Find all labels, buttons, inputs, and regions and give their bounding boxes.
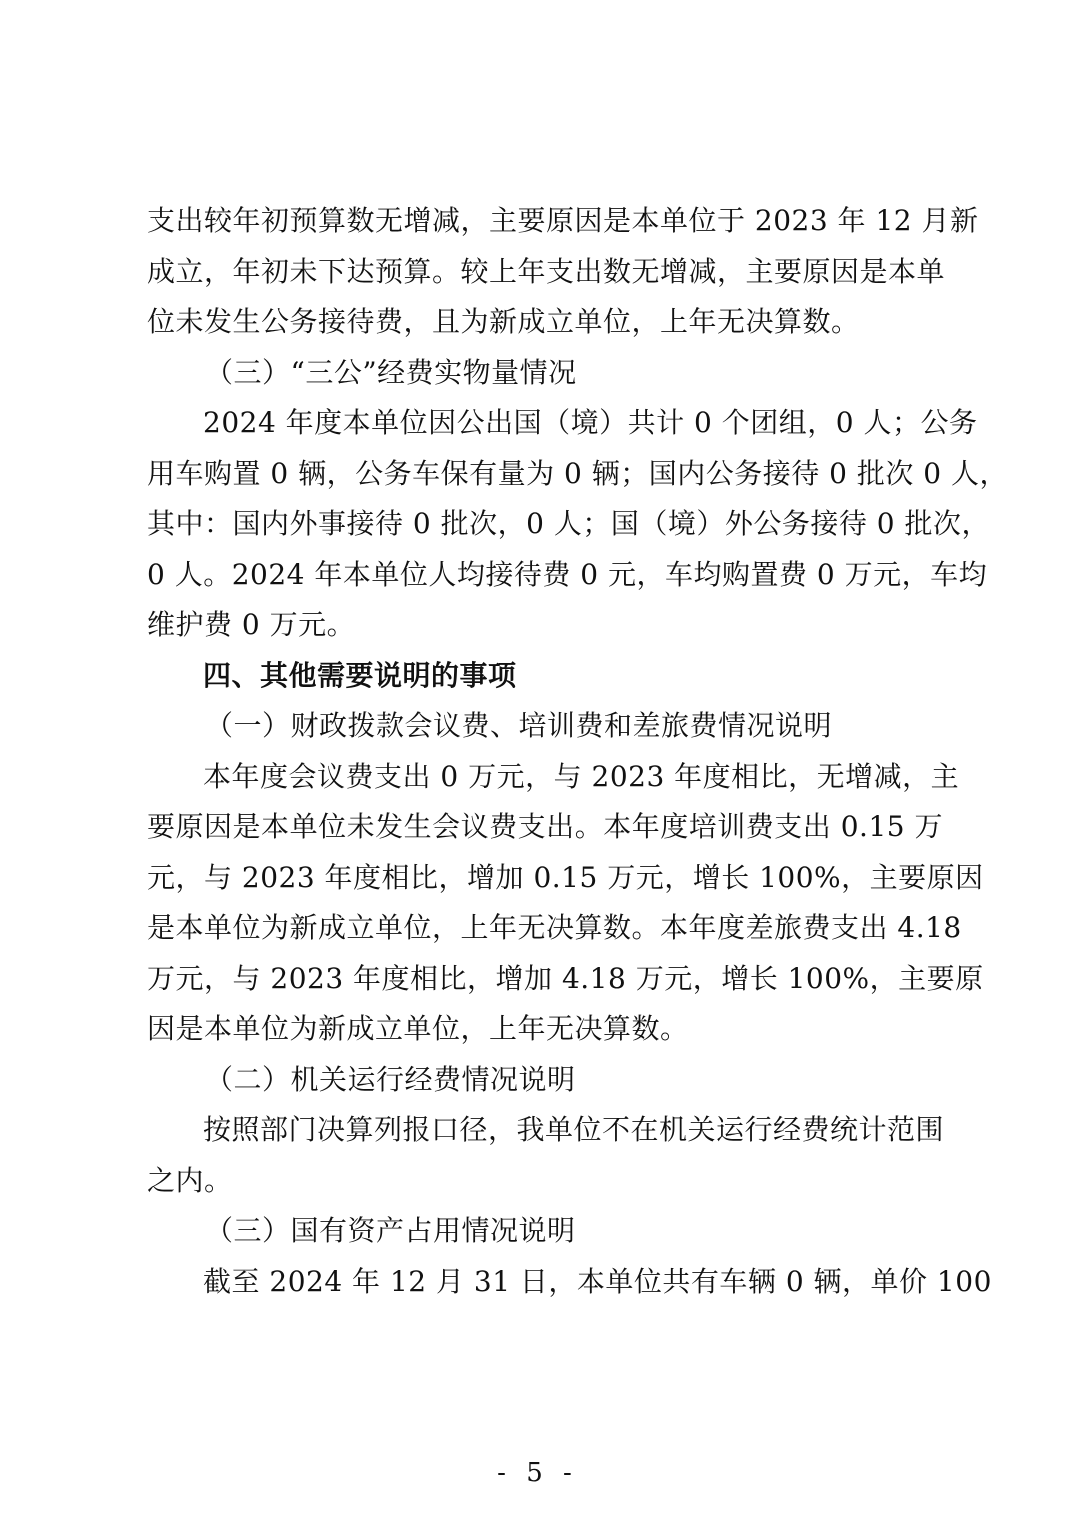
section-heading: （二）机关运行经费情况说明 bbox=[205, 1062, 576, 1096]
page-number: - 5 - bbox=[497, 1458, 578, 1488]
text-line: 支出较年初预算数无增减，主要原因是本单位于 2023 年 12 月新 bbox=[147, 204, 979, 237]
text-line: 其中：国内外事接待 0 批次，0 人；国（境）外公务接待 0 批次， bbox=[147, 507, 990, 540]
text-line: 2024 年度本单位因公出国（境）共计 0 个团组，0 人；公务 bbox=[203, 406, 978, 439]
text-line: 截至 2024 年 12 月 31 日，本单位共有车辆 0 辆，单价 100 bbox=[203, 1264, 992, 1298]
section-heading: （一）财政拨款会议费、培训费和差旅费情况说明 bbox=[205, 709, 833, 742]
text-line: 要原因是本单位未发生会议费支出。本年度培训费支出 0.15 万 bbox=[147, 810, 943, 843]
text-line: 之内。 bbox=[147, 1163, 233, 1197]
text-line: 成立，年初未下达预算。较上年支出数无增减，主要原因是本单 bbox=[147, 254, 946, 288]
text-line: 维护费 0 万元。 bbox=[147, 608, 356, 641]
text-line: 万元，与 2023 年度相比，增加 4.18 万元，增长 100%，主要原 bbox=[147, 961, 984, 995]
section-heading: （三）国有资产占用情况说明 bbox=[205, 1214, 576, 1247]
text-line: 位未发生公务接待费，且为新成立单位，上年无决算数。 bbox=[147, 305, 860, 338]
text-line: 元，与 2023 年度相比，增加 0.15 万元，增长 100%，主要原因 bbox=[147, 860, 984, 894]
text-line: 用车购置 0 辆，公务车保有量为 0 辆；国内公务接待 0 批次 0 人， bbox=[147, 456, 1008, 490]
section-heading: （三）“三公”经费实物量情况 bbox=[205, 355, 577, 389]
document-body bbox=[147, 196, 1008, 1307]
text-line: 本年度会议费支出 0 万元，与 2023 年度相比，无增减，主 bbox=[203, 759, 960, 793]
text-line: 因是本单位为新成立单位，上年无决算数。 bbox=[147, 1012, 689, 1045]
text-line: 是本单位为新成立单位，上年无决算数。本年度差旅费支出 4.18 bbox=[147, 911, 962, 944]
text-line: 0 人。2024 年本单位人均接待费 0 元，车均购置费 0 万元，车均 bbox=[147, 557, 988, 591]
text-line: 按照部门决算列报口径，我单位不在机关运行经费统计范围 bbox=[203, 1113, 945, 1146]
chapter-heading: 四、其他需要说明的事项 bbox=[203, 658, 517, 692]
